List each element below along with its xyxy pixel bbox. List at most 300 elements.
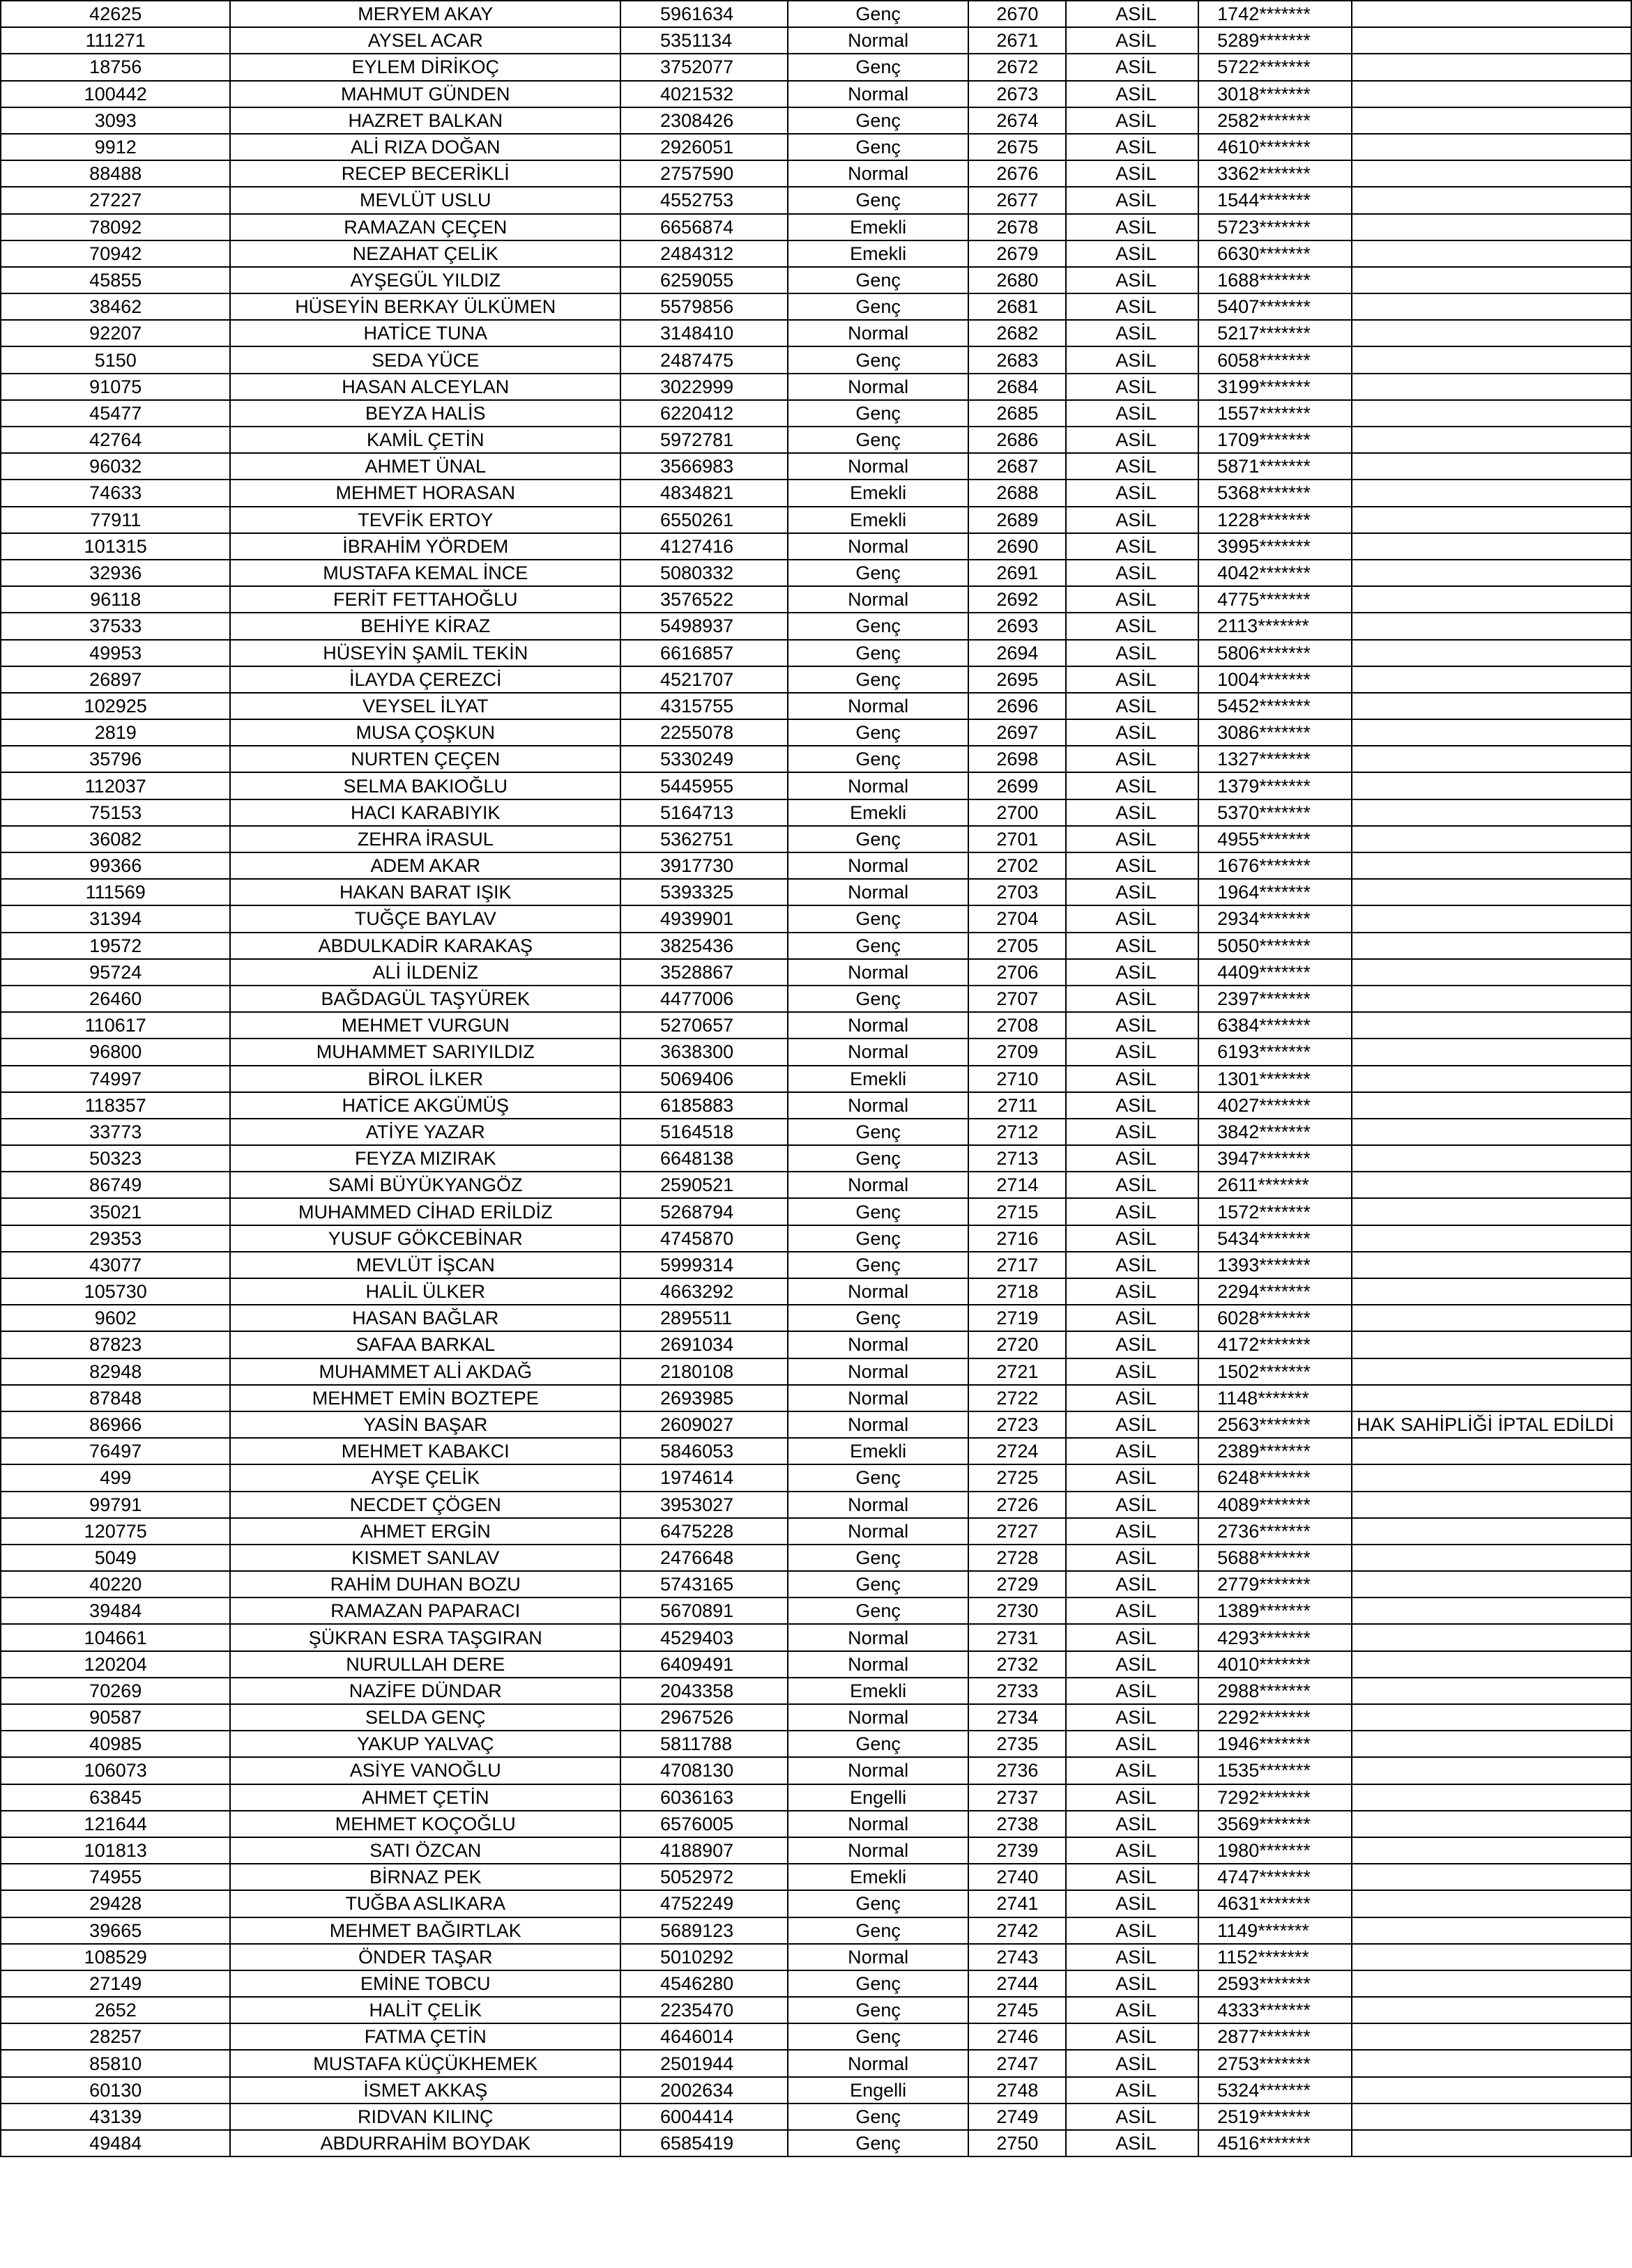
reference-no-cell: 6648138: [620, 1145, 788, 1172]
status-cell: ASİL: [1066, 1438, 1198, 1464]
rank-cell: 2714: [968, 1172, 1066, 1198]
full-name-cell: HASAN BAĞLAR: [230, 1305, 620, 1331]
status-cell: ASİL: [1066, 905, 1198, 932]
masked-id-cell: 2292*******: [1198, 1704, 1352, 1731]
reference-no-cell: 2691034: [620, 1331, 788, 1358]
status-cell: ASİL: [1066, 772, 1198, 799]
note-cell: [1352, 267, 1631, 293]
masked-id-cell: 3947*******: [1198, 1145, 1352, 1172]
table-row: [1, 1757, 1631, 1784]
table-row: [1, 1890, 1631, 1917]
table-row: [1, 693, 1631, 719]
reference-no-cell: 5579856: [620, 293, 788, 320]
category-cell: Normal: [788, 959, 969, 986]
masked-id-cell: 5688*******: [1198, 1545, 1352, 1571]
reference-no-cell: 6616857: [620, 640, 788, 666]
reference-no-cell: 5743165: [620, 1571, 788, 1597]
full-name-cell: RIDVAN KILINÇ: [230, 2104, 620, 2130]
rank-cell: 2700: [968, 799, 1066, 826]
rank-cell: 2686: [968, 427, 1066, 453]
rank-cell: 2683: [968, 346, 1066, 373]
category-cell: Genç: [788, 826, 969, 852]
rank-cell: 2670: [968, 1, 1066, 27]
category-cell: Genç: [788, 134, 969, 160]
category-cell: Emekli: [788, 1864, 969, 1890]
application-id-cell: 42625: [1, 1, 230, 27]
application-id-cell: 74955: [1, 1864, 230, 1890]
reference-no-cell: 2895511: [620, 1305, 788, 1331]
note-cell: [1352, 905, 1631, 932]
reference-no-cell: 3022999: [620, 374, 788, 400]
reference-no-cell: 6220412: [620, 400, 788, 427]
application-id-cell: 33773: [1, 1119, 230, 1145]
reference-no-cell: 3825436: [620, 933, 788, 959]
table-row: [1, 1, 1631, 27]
rank-cell: 2694: [968, 640, 1066, 666]
reference-no-cell: 5362751: [620, 826, 788, 852]
reference-no-cell: 4752249: [620, 1890, 788, 1917]
note-cell: [1352, 1225, 1631, 1252]
status-cell: ASİL: [1066, 1704, 1198, 1731]
application-id-cell: 2819: [1, 719, 230, 746]
reference-no-cell: 2235470: [620, 1997, 788, 2023]
rank-cell: 2727: [968, 1518, 1066, 1545]
note-cell: [1352, 719, 1631, 746]
full-name-cell: HATİCE AKGÜMÜŞ: [230, 1092, 620, 1119]
table-row: [1, 1917, 1631, 1944]
masked-id-cell: 4747*******: [1198, 1864, 1352, 1890]
full-name-cell: HALİL ÜLKER: [230, 1278, 620, 1305]
table-row: [1, 1385, 1631, 1411]
table-row: [1, 1438, 1631, 1464]
application-id-cell: 45477: [1, 400, 230, 427]
category-cell: Genç: [788, 746, 969, 772]
note-cell: [1352, 54, 1631, 80]
table-row: [1, 1864, 1631, 1890]
full-name-cell: EMİNE TOBCU: [230, 1970, 620, 1997]
rank-cell: 2706: [968, 959, 1066, 986]
status-cell: ASİL: [1066, 1624, 1198, 1650]
reference-no-cell: 5498937: [620, 613, 788, 639]
category-cell: Normal: [788, 1278, 969, 1305]
status-cell: ASİL: [1066, 826, 1198, 852]
status-cell: ASİL: [1066, 1757, 1198, 1784]
application-id-cell: 42764: [1, 427, 230, 453]
table-row: [1, 1066, 1631, 1092]
status-cell: ASİL: [1066, 134, 1198, 160]
note-cell: [1352, 320, 1631, 346]
note-cell: [1352, 107, 1631, 134]
full-name-cell: HAKAN BARAT IŞIK: [230, 879, 620, 905]
table-row: [1, 2023, 1631, 2050]
reference-no-cell: 2757590: [620, 160, 788, 187]
rank-cell: 2708: [968, 1012, 1066, 1039]
note-cell: HAK SAHİPLİĞİ İPTAL EDİLDİ: [1352, 1411, 1631, 1438]
status-cell: ASİL: [1066, 1172, 1198, 1198]
note-cell: [1352, 427, 1631, 453]
table-row: [1, 507, 1631, 533]
note-cell: [1352, 1066, 1631, 1092]
reference-no-cell: 5972781: [620, 427, 788, 453]
category-cell: Normal: [788, 160, 969, 187]
rank-cell: 2723: [968, 1411, 1066, 1438]
rank-cell: 2748: [968, 2077, 1066, 2104]
rank-cell: 2740: [968, 1864, 1066, 1890]
reference-no-cell: 3953027: [620, 1492, 788, 1518]
table-row: [1, 1731, 1631, 1757]
note-cell: [1352, 187, 1631, 213]
category-cell: Normal: [788, 693, 969, 719]
status-cell: ASİL: [1066, 2104, 1198, 2130]
rank-cell: 2672: [968, 54, 1066, 80]
full-name-cell: HÜSEYİN BERKAY ÜLKÜMEN: [230, 293, 620, 320]
full-name-cell: RECEP BECERİKLİ: [230, 160, 620, 187]
category-cell: Genç: [788, 933, 969, 959]
category-cell: Normal: [788, 374, 969, 400]
table-row: [1, 400, 1631, 427]
rank-cell: 2703: [968, 879, 1066, 905]
table-row: [1, 1784, 1631, 1811]
rank-cell: 2724: [968, 1438, 1066, 1464]
full-name-cell: RAMAZAN PAPARACI: [230, 1597, 620, 1624]
application-id-cell: 49953: [1, 640, 230, 666]
reference-no-cell: 4021532: [620, 81, 788, 107]
status-cell: ASİL: [1066, 1890, 1198, 1917]
table-row: [1, 1944, 1631, 1970]
full-name-cell: KAMİL ÇETİN: [230, 427, 620, 453]
category-cell: Normal: [788, 453, 969, 480]
full-name-cell: KISMET SANLAV: [230, 1545, 620, 1571]
note-cell: [1352, 134, 1631, 160]
table-row: [1, 772, 1631, 799]
status-cell: ASİL: [1066, 400, 1198, 427]
application-id-cell: 40985: [1, 1731, 230, 1757]
category-cell: Emekli: [788, 1678, 969, 1704]
status-cell: ASİL: [1066, 1784, 1198, 1811]
full-name-cell: NURULLAH DERE: [230, 1651, 620, 1678]
rank-cell: 2712: [968, 1119, 1066, 1145]
status-cell: ASİL: [1066, 267, 1198, 293]
category-cell: Engelli: [788, 2077, 969, 2104]
rank-cell: 2704: [968, 905, 1066, 932]
full-name-cell: SEDA YÜCE: [230, 346, 620, 373]
application-id-cell: 3093: [1, 107, 230, 134]
status-cell: ASİL: [1066, 27, 1198, 54]
full-name-cell: AHMET ÇETİN: [230, 1784, 620, 1811]
application-id-cell: 91075: [1, 374, 230, 400]
table-row: [1, 879, 1631, 905]
application-id-cell: 90587: [1, 1704, 230, 1731]
table-row: [1, 666, 1631, 693]
application-id-cell: 99366: [1, 852, 230, 879]
table-row: [1, 240, 1631, 267]
reference-no-cell: 6185883: [620, 1092, 788, 1119]
category-cell: Genç: [788, 640, 969, 666]
application-id-cell: 43077: [1, 1252, 230, 1278]
application-id-cell: 76497: [1, 1438, 230, 1464]
category-cell: Normal: [788, 772, 969, 799]
masked-id-cell: 1964*******: [1198, 879, 1352, 905]
application-id-cell: 26460: [1, 986, 230, 1012]
full-name-cell: AHMET ERGİN: [230, 1518, 620, 1545]
application-id-cell: 74997: [1, 1066, 230, 1092]
application-id-cell: 29353: [1, 1225, 230, 1252]
table-row: [1, 1704, 1631, 1731]
rank-cell: 2733: [968, 1678, 1066, 1704]
rank-cell: 2679: [968, 240, 1066, 267]
note-cell: [1352, 1278, 1631, 1305]
masked-id-cell: 5407*******: [1198, 293, 1352, 320]
status-cell: ASİL: [1066, 1678, 1198, 1704]
application-id-cell: 100442: [1, 81, 230, 107]
table-row: [1, 1198, 1631, 1225]
reference-no-cell: 5164518: [620, 1119, 788, 1145]
status-cell: ASİL: [1066, 1970, 1198, 1997]
rank-cell: 2749: [968, 2104, 1066, 2130]
rank-cell: 2737: [968, 1784, 1066, 1811]
note-cell: [1352, 1571, 1631, 1597]
rank-cell: 2718: [968, 1278, 1066, 1305]
table-row: [1, 293, 1631, 320]
rank-cell: 2705: [968, 933, 1066, 959]
table-row: [1, 1837, 1631, 1864]
application-id-cell: 102925: [1, 693, 230, 719]
application-id-cell: 104661: [1, 1624, 230, 1650]
status-cell: ASİL: [1066, 1731, 1198, 1757]
masked-id-cell: 2563*******: [1198, 1411, 1352, 1438]
application-id-cell: 32936: [1, 560, 230, 586]
category-cell: Genç: [788, 1571, 969, 1597]
masked-id-cell: 1301*******: [1198, 1066, 1352, 1092]
note-cell: [1352, 560, 1631, 586]
application-id-cell: 43139: [1, 2104, 230, 2130]
reference-no-cell: 5811788: [620, 1731, 788, 1757]
table-row: [1, 27, 1631, 54]
masked-id-cell: 5452*******: [1198, 693, 1352, 719]
reference-no-cell: 2484312: [620, 240, 788, 267]
reference-no-cell: 5999314: [620, 1252, 788, 1278]
masked-id-cell: 1544*******: [1198, 187, 1352, 213]
full-name-cell: AYSEL ACAR: [230, 27, 620, 54]
rank-cell: 2676: [968, 160, 1066, 187]
rank-cell: 2750: [968, 2130, 1066, 2156]
masked-id-cell: 1502*******: [1198, 1358, 1352, 1385]
status-cell: ASİL: [1066, 1252, 1198, 1278]
note-cell: [1352, 1492, 1631, 1518]
reference-no-cell: 2967526: [620, 1704, 788, 1731]
category-cell: Emekli: [788, 1438, 969, 1464]
category-cell: Normal: [788, 320, 969, 346]
note-cell: [1352, 1198, 1631, 1225]
full-name-cell: MEHMET EMİN BOZTEPE: [230, 1385, 620, 1411]
rank-cell: 2710: [968, 1066, 1066, 1092]
rank-cell: 2721: [968, 1358, 1066, 1385]
full-name-cell: BİRNAZ PEK: [230, 1864, 620, 1890]
note-cell: [1352, 1651, 1631, 1678]
status-cell: ASİL: [1066, 1492, 1198, 1518]
full-name-cell: ADEM AKAR: [230, 852, 620, 879]
application-id-cell: 86966: [1, 1411, 230, 1438]
full-name-cell: İLAYDA ÇEREZCİ: [230, 666, 620, 693]
rank-cell: 2711: [968, 1092, 1066, 1119]
status-cell: ASİL: [1066, 1012, 1198, 1039]
note-cell: [1352, 1518, 1631, 1545]
full-name-cell: NURTEN ÇEÇEN: [230, 746, 620, 772]
application-id-cell: 499: [1, 1464, 230, 1491]
full-name-cell: ŞÜKRAN ESRA TAŞGIRAN: [230, 1624, 620, 1650]
reference-no-cell: 5268794: [620, 1198, 788, 1225]
note-cell: [1352, 1811, 1631, 1837]
application-id-cell: 50323: [1, 1145, 230, 1172]
category-cell: Genç: [788, 1997, 969, 2023]
category-cell: Emekli: [788, 480, 969, 506]
masked-id-cell: 4172*******: [1198, 1331, 1352, 1358]
full-name-cell: ZEHRA İRASUL: [230, 826, 620, 852]
masked-id-cell: 6248*******: [1198, 1464, 1352, 1491]
status-cell: ASİL: [1066, 1837, 1198, 1864]
note-cell: [1352, 1545, 1631, 1571]
application-id-cell: 108529: [1, 1944, 230, 1970]
note-cell: [1352, 933, 1631, 959]
application-id-cell: 27227: [1, 187, 230, 213]
table-row: [1, 1518, 1631, 1545]
status-cell: ASİL: [1066, 1411, 1198, 1438]
category-cell: Genç: [788, 613, 969, 639]
masked-id-cell: 4955*******: [1198, 826, 1352, 852]
masked-id-cell: 1152*******: [1198, 1944, 1352, 1970]
note-cell: [1352, 1438, 1631, 1464]
table-row: [1, 346, 1631, 373]
masked-id-cell: 6384*******: [1198, 1012, 1352, 1039]
full-name-cell: BİROL İLKER: [230, 1066, 620, 1092]
rank-cell: 2722: [968, 1385, 1066, 1411]
application-id-cell: 87823: [1, 1331, 230, 1358]
full-name-cell: HALİT ÇELİK: [230, 1997, 620, 2023]
rank-cell: 2685: [968, 400, 1066, 427]
note-cell: [1352, 1704, 1631, 1731]
application-id-cell: 120775: [1, 1518, 230, 1545]
category-cell: Genç: [788, 986, 969, 1012]
note-cell: [1352, 160, 1631, 187]
rank-cell: 2688: [968, 480, 1066, 506]
note-cell: [1352, 2130, 1631, 2156]
rank-cell: 2725: [968, 1464, 1066, 1491]
status-cell: ASİL: [1066, 693, 1198, 719]
table-row: [1, 320, 1631, 346]
masked-id-cell: 5722*******: [1198, 54, 1352, 80]
note-cell: [1352, 400, 1631, 427]
note-cell: [1352, 1784, 1631, 1811]
rank-cell: 2680: [968, 267, 1066, 293]
reference-no-cell: 4646014: [620, 2023, 788, 2050]
note-cell: [1352, 27, 1631, 54]
category-cell: Normal: [788, 1385, 969, 1411]
category-cell: Genç: [788, 1252, 969, 1278]
full-name-cell: MEHMET VURGUN: [230, 1012, 620, 1039]
full-name-cell: MUHAMMET ALİ AKDAĞ: [230, 1358, 620, 1385]
application-id-cell: 18756: [1, 54, 230, 80]
table-row: [1, 453, 1631, 480]
masked-id-cell: 2611*******: [1198, 1172, 1352, 1198]
table-row: [1, 1172, 1631, 1198]
reference-no-cell: 4939901: [620, 905, 788, 932]
note-cell: [1352, 879, 1631, 905]
category-cell: Genç: [788, 1119, 969, 1145]
application-id-cell: 86749: [1, 1172, 230, 1198]
reference-no-cell: 3528867: [620, 959, 788, 986]
reference-no-cell: 2255078: [620, 719, 788, 746]
reference-no-cell: 2487475: [620, 346, 788, 373]
rank-cell: 2671: [968, 27, 1066, 54]
rank-cell: 2746: [968, 2023, 1066, 2050]
reference-no-cell: 6259055: [620, 267, 788, 293]
status-cell: ASİL: [1066, 1864, 1198, 1890]
status-cell: ASİL: [1066, 427, 1198, 453]
full-name-cell: SAFAA BARKAL: [230, 1331, 620, 1358]
masked-id-cell: 2593*******: [1198, 1970, 1352, 1997]
full-name-cell: YAKUP YALVAÇ: [230, 1731, 620, 1757]
status-cell: ASİL: [1066, 1, 1198, 27]
application-id-cell: 49484: [1, 2130, 230, 2156]
full-name-cell: BAĞDAGÜL TAŞYÜREK: [230, 986, 620, 1012]
application-id-cell: 27149: [1, 1970, 230, 1997]
masked-id-cell: 4775*******: [1198, 586, 1352, 613]
note-cell: [1352, 2023, 1631, 2050]
application-id-cell: 19572: [1, 933, 230, 959]
masked-id-cell: 1742*******: [1198, 1, 1352, 27]
masked-id-cell: 1688*******: [1198, 267, 1352, 293]
category-cell: Genç: [788, 187, 969, 213]
full-name-cell: MUSTAFA KÜÇÜKHEMEK: [230, 2050, 620, 2076]
application-id-cell: 78092: [1, 214, 230, 240]
reference-no-cell: 4834821: [620, 480, 788, 506]
note-cell: [1352, 1385, 1631, 1411]
application-id-cell: 26897: [1, 666, 230, 693]
application-id-cell: 112037: [1, 772, 230, 799]
category-cell: Genç: [788, 2130, 969, 2156]
application-id-cell: 40220: [1, 1571, 230, 1597]
note-cell: [1352, 959, 1631, 986]
rank-cell: 2678: [968, 214, 1066, 240]
masked-id-cell: 4089*******: [1198, 1492, 1352, 1518]
table-row: [1, 1012, 1631, 1039]
category-cell: Emekli: [788, 240, 969, 267]
reference-no-cell: 4546280: [620, 1970, 788, 1997]
masked-id-cell: 1946*******: [1198, 1731, 1352, 1757]
reference-no-cell: 6550261: [620, 507, 788, 533]
reference-no-cell: 4745870: [620, 1225, 788, 1252]
application-id-cell: 101315: [1, 533, 230, 560]
full-name-cell: NECDET ÇÖGEN: [230, 1492, 620, 1518]
table-row: [1, 640, 1631, 666]
application-id-cell: 77911: [1, 507, 230, 533]
category-cell: Emekli: [788, 507, 969, 533]
table-row: [1, 1997, 1631, 2023]
application-id-cell: 120204: [1, 1651, 230, 1678]
reference-no-cell: 3752077: [620, 54, 788, 80]
full-name-cell: BEHİYE KİRAZ: [230, 613, 620, 639]
note-cell: [1352, 746, 1631, 772]
table-row: [1, 1970, 1631, 1997]
category-cell: Normal: [788, 852, 969, 879]
table-row: [1, 613, 1631, 639]
masked-id-cell: 2934*******: [1198, 905, 1352, 932]
full-name-cell: MUSA ÇOŞKUN: [230, 719, 620, 746]
full-name-cell: İSMET AKKAŞ: [230, 2077, 620, 2104]
full-name-cell: SELMA BAKIOĞLU: [230, 772, 620, 799]
table-row: [1, 719, 1631, 746]
full-name-cell: SELDA GENÇ: [230, 1704, 620, 1731]
